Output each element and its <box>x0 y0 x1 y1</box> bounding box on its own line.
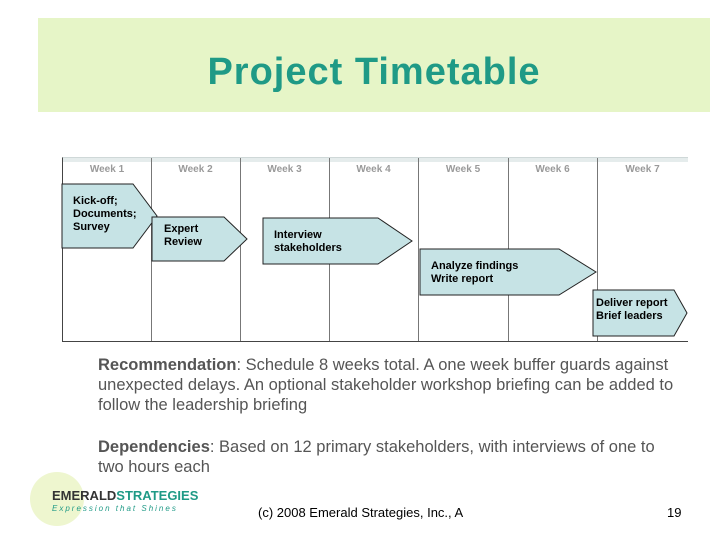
task-label: Interview stakeholders <box>274 229 342 254</box>
recommendation-paragraph <box>98 355 678 415</box>
task-arrow-interview <box>262 217 413 265</box>
slide-title: Project Timetable <box>207 51 541 93</box>
recommendation-label: Recommendation <box>98 356 237 374</box>
week-label: Week 7 <box>625 164 660 175</box>
week-label: Week 4 <box>356 164 391 175</box>
emerald-strategies-logo <box>30 472 199 532</box>
task-label: Deliver report Brief leaders <box>596 297 668 322</box>
logo-word-emerald: EMERALD <box>52 488 117 503</box>
recommendation-text: : Schedule 8 weeks total. A one week buffer guards against unexpected delays. An optional stakeholder workshop briefing can be added to follow the leadership briefing <box>98 356 674 414</box>
task-arrow-expert-review <box>151 216 248 262</box>
footer-copyright: (c) 2008 Emerald Strategies, Inc., A <box>258 505 464 520</box>
task-label: Kick-off; Documents; Survey <box>73 195 137 233</box>
week-label: Week 6 <box>535 164 570 175</box>
task-arrow-kickoff <box>61 183 158 249</box>
week-label: Week 1 <box>89 164 125 175</box>
task-arrow-deliver <box>592 289 688 337</box>
title-band <box>38 18 710 112</box>
page-number: 19 <box>667 505 682 520</box>
logo-wordmark <box>52 488 198 503</box>
task-arrow-analyze <box>419 248 597 296</box>
dependencies-label: Dependencies <box>98 438 210 456</box>
dependencies-text: : Based on 12 primary stakeholders, with interviews of one to two hours each <box>98 438 655 476</box>
week-label: Week 3 <box>267 164 302 175</box>
logo-tagline: Expression that Shines <box>52 504 178 513</box>
week-label: Week 2 <box>178 164 213 175</box>
dependencies-paragraph <box>98 437 678 477</box>
task-label: Expert Review <box>164 223 202 248</box>
week-label: Week 5 <box>445 164 481 175</box>
logo-word-strategies: STRATEGIES <box>116 488 199 503</box>
task-label: Analyze findings Write report <box>431 260 519 285</box>
